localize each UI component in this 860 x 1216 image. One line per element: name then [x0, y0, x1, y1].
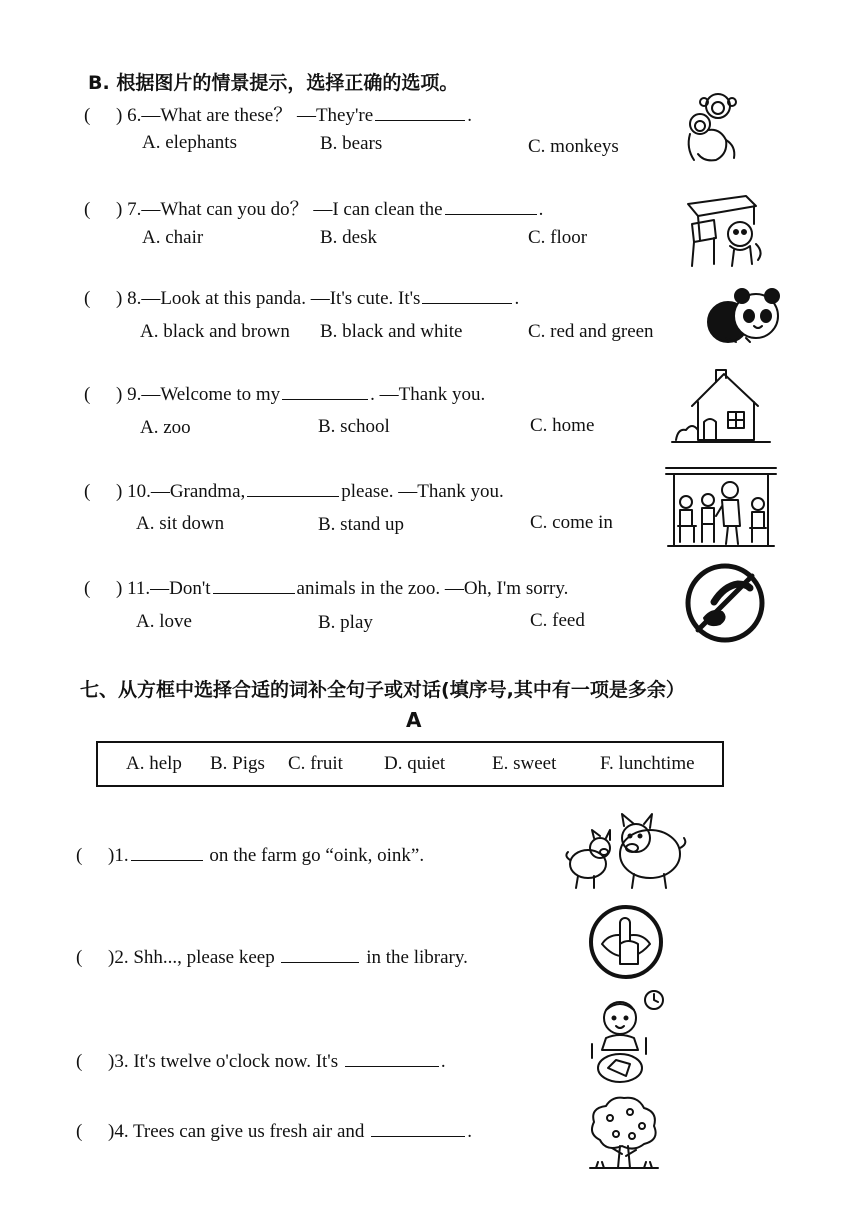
- question-text-after: .: [467, 105, 472, 126]
- option-b: B. black and white: [320, 321, 463, 342]
- lunch-icon: [586, 988, 670, 1086]
- panda-icon: [706, 286, 786, 344]
- question-text: 7.—What can you do？ —I can clean the: [127, 199, 443, 220]
- pigs-icon: [564, 808, 688, 890]
- option-c: C. red and green: [528, 321, 654, 342]
- answer-paren[interactable]: (: [76, 1121, 83, 1142]
- answer-blank[interactable]: [345, 1065, 439, 1067]
- option-a: A. zoo: [140, 417, 191, 438]
- question-text: 8.—Look at this panda. —It's cute. It's: [127, 288, 421, 309]
- answer-blank[interactable]: [445, 213, 537, 215]
- answer-blank[interactable]: [281, 961, 359, 963]
- question-text-after: .: [467, 1121, 472, 1142]
- option-a: A. love: [136, 611, 192, 632]
- question-text-after: .: [538, 199, 544, 220]
- question-text-after: on the farm go “oink, oink”.: [209, 845, 425, 866]
- question-text-after: in the library.: [366, 947, 468, 968]
- answer-paren[interactable]: (: [84, 105, 91, 126]
- option-c: C. home: [530, 415, 595, 436]
- question-text-after: .: [440, 1051, 446, 1072]
- option-c: C. feed: [530, 610, 585, 631]
- answer-paren[interactable]: (: [84, 481, 91, 502]
- paren-close: ): [116, 578, 123, 599]
- answer-blank[interactable]: [422, 302, 512, 304]
- answer-blank[interactable]: [375, 119, 465, 121]
- paren-close: ): [116, 481, 123, 502]
- question-text-after: please. —Thank you.: [341, 481, 504, 502]
- question-text-after: .: [514, 288, 520, 309]
- option-c: C. come in: [530, 512, 613, 533]
- question-10: [84, 481, 504, 503]
- monkeys-icon: [680, 88, 742, 168]
- answer-blank[interactable]: [247, 495, 339, 497]
- answer-paren[interactable]: (: [76, 947, 83, 968]
- no-feeding-icon: [684, 562, 766, 644]
- answer-paren[interactable]: (: [84, 578, 91, 599]
- option-b: B. play: [318, 612, 373, 633]
- option-b: B. bears: [320, 133, 383, 154]
- question-text-after: . —Thank you.: [370, 384, 486, 405]
- option-a: A. chair: [142, 227, 204, 248]
- option-a: A. sit down: [136, 513, 225, 534]
- question-text: 9.—Welcome to my: [127, 384, 281, 405]
- answer-paren[interactable]: (: [76, 1051, 83, 1072]
- fill-question-4: [76, 1121, 472, 1143]
- subsection-label: A: [406, 708, 422, 732]
- quiet-icon: [588, 904, 664, 980]
- section-7-heading: 七、从方框中选择合适的词补全句子或对话(填序号,其中有一项是多余）: [80, 679, 685, 701]
- answer-blank[interactable]: [371, 1135, 465, 1137]
- desk-cleaning-icon: [684, 194, 766, 270]
- question-text-after: animals in the zoo. —Oh, I'm sorry.: [296, 578, 569, 599]
- answer-paren[interactable]: (: [84, 384, 91, 405]
- answer-paren[interactable]: (: [84, 199, 91, 220]
- word-f: F. lunchtime: [600, 753, 695, 774]
- question-11: [84, 578, 568, 600]
- fill-question-2: [76, 947, 468, 969]
- tree-icon: [586, 1094, 662, 1170]
- fill-question-1: [76, 845, 424, 867]
- answer-paren[interactable]: (: [84, 288, 91, 309]
- question-6: [84, 100, 472, 127]
- answer-blank[interactable]: [282, 398, 368, 400]
- question-text: )1.: [108, 845, 129, 866]
- question-text: 10.—Grandma,: [127, 481, 246, 502]
- word-e: E. sweet: [492, 753, 557, 774]
- word-a: A. help: [126, 753, 182, 774]
- option-b: B. desk: [320, 227, 377, 248]
- house-icon: [672, 366, 772, 444]
- section-b-heading: B. 根据图片的情景提示，选择正确的选项。: [88, 72, 459, 94]
- question-text: )2. Shh..., please keep: [108, 947, 275, 968]
- option-b: B. stand up: [318, 514, 405, 535]
- word-b: B. Pigs: [210, 753, 265, 774]
- paren-close: ): [116, 288, 123, 309]
- answer-blank[interactable]: [213, 592, 295, 594]
- question-7: [84, 194, 543, 221]
- option-c: C. monkeys: [528, 136, 619, 157]
- answer-blank[interactable]: [131, 859, 203, 861]
- option-a: A. black and brown: [140, 321, 290, 342]
- question-text: 11.—Don't: [127, 578, 211, 599]
- paren-close: ): [116, 384, 123, 405]
- bus-seat-icon: [666, 466, 776, 548]
- question-8: [84, 288, 519, 310]
- answer-paren[interactable]: (: [76, 845, 83, 866]
- word-box: [96, 741, 724, 787]
- paren-close: ): [116, 105, 123, 126]
- option-b: B. school: [318, 416, 390, 437]
- question-text: )3. It's twelve o'clock now. It's: [108, 1051, 339, 1072]
- word-c: C. fruit: [288, 753, 343, 774]
- option-c: C. floor: [528, 227, 588, 248]
- paren-close: ): [116, 199, 123, 220]
- question-text: )4. Trees can give us fresh air and: [108, 1121, 365, 1142]
- question-text: 6.—What are these？ —They're: [127, 105, 374, 126]
- option-a: A. elephants: [142, 132, 237, 153]
- question-9: [84, 384, 485, 406]
- fill-question-3: [76, 1051, 446, 1073]
- word-d: D. quiet: [384, 753, 446, 774]
